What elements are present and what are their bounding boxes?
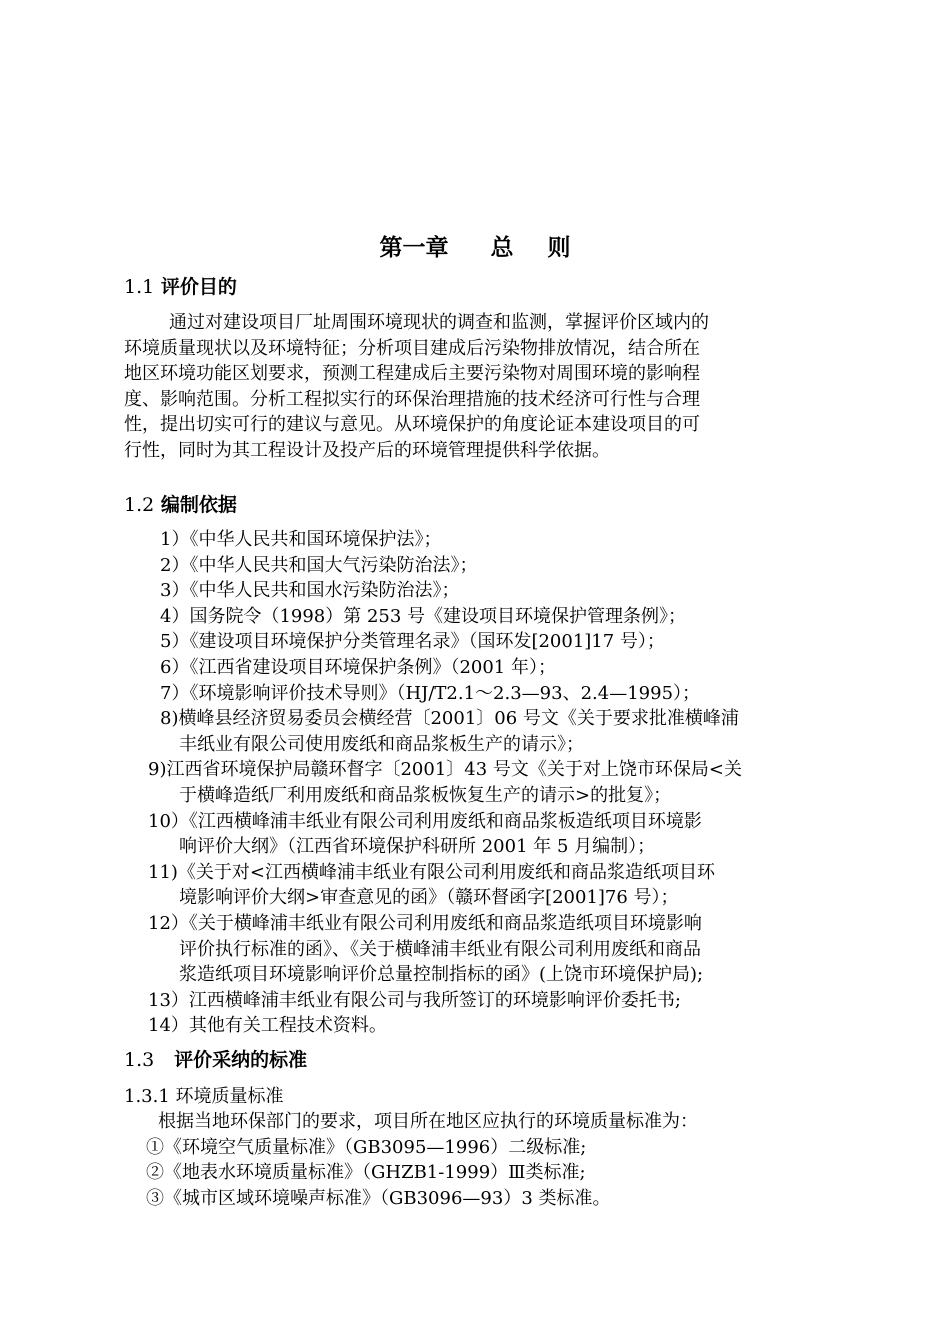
- standard-item: ③《城市区域环境噪声标准》（GB3096—93）3 类标准。: [146, 1187, 611, 1209]
- basis-item: 1）《中华人民共和国环境保护法》；: [160, 529, 442, 550]
- paragraph-line: 地区环境功能区划要求，预测工程建成后主要污染物对周围环境的影响程: [124, 363, 700, 385]
- chapter-label: 第一章: [379, 234, 449, 261]
- section-title: 评价目的: [160, 276, 237, 298]
- basis-item: 4）国务院令（1998）第 253 号《建设项目环境保护管理条例》；: [160, 605, 687, 627]
- basis-item: 7）《环境影响评价技术导则》（HJ/T2.1～2.3—93、2.4—1995）；: [160, 682, 701, 704]
- section-heading-1-3: [124, 1047, 307, 1073]
- section-heading-1-2: [124, 492, 237, 518]
- basis-item: 5）《建设项目环境保护分类管理名录》（国环发[2001]17 号）；: [160, 631, 665, 653]
- standard-item: ①《环境空气质量标准》（GB3095—1996）二级标准;: [146, 1136, 587, 1158]
- basis-item: 6）《江西省建设项目环境保护条例》（2001 年）；: [160, 657, 556, 678]
- section-heading-1-1: [124, 274, 237, 300]
- basis-item-continued: 境影响评价大纲>审查意见的函》（赣环督函字[2001]76 号）；: [179, 887, 679, 909]
- basis-item: 14）其他有关工程技术资料。: [148, 1015, 387, 1037]
- basis-item: 2）《中华人民共和国大气污染防治法》；: [160, 554, 478, 576]
- section-number: 1.1: [124, 276, 155, 298]
- section-number: 1.2: [124, 494, 155, 516]
- basis-item: 13）江西横峰浦丰纸业有限公司与我所签订的环境影响评价委托书;: [148, 989, 681, 1011]
- basis-item: 3）《中华人民共和国水污染防治法》；: [160, 580, 460, 602]
- basis-item-continued: 评价执行标准的函》、《关于横峰浦丰纸业有限公司利用废纸和商品: [179, 938, 701, 960]
- paragraph-line: 性，提出切实可行的建议与意见。从环境保护的角度论证本建设项目的可: [124, 414, 700, 436]
- basis-item-continued: 丰纸业有限公司使用废纸和商品浆板生产的请示》；: [179, 733, 584, 755]
- chapter-title-a: 总: [490, 234, 514, 261]
- section-number: 1.3: [124, 1049, 155, 1071]
- basis-item: 9)江西省环境保护局赣环督字〔2001〕43 号文《关于对上饶市环保局<关: [148, 759, 742, 781]
- chapter-title: [0, 232, 950, 264]
- paragraph-line: 通过对建设项目厂址周围环境现状的调查和监测，掌握评价区域内的: [169, 312, 709, 333]
- chapter-title-b: 则: [547, 234, 571, 261]
- standard-item: ②《地表水环境质量标准》（GHZB1-1999）Ⅲ类标准;: [146, 1162, 586, 1184]
- paragraph-line: 行性，同时为其工程设计及投产后的环境管理提供科学依据。: [124, 440, 610, 461]
- basis-item: 12）《关于横峰浦丰纸业有限公司利用废纸和商品浆造纸项目环境影响: [148, 913, 702, 934]
- paragraph-line: 环境质量现状以及环境特征；分析项目建成后污染物排放情况，结合所在: [124, 337, 700, 359]
- basis-item-continued: 浆造纸项目环境影响评价总量控制指标的函》(上饶市环境保护局);: [179, 964, 704, 986]
- section-title: 编制依据: [160, 494, 237, 516]
- paragraph-line: 度、影响范围。分析工程拟实行的环保治理措施的技术经济可行性与合理: [124, 388, 700, 410]
- basis-item-continued: 于横峰造纸厂利用废纸和商品浆板恢复生产的请示>的批复》；: [179, 785, 672, 806]
- basis-item: 10）《江西横峰浦丰纸业有限公司利用废纸和商品浆板造纸项目环境影: [148, 810, 702, 832]
- basis-item: 11)《关于对<江西横峰浦丰纸业有限公司利用废纸和商品浆造纸项目环: [148, 861, 716, 883]
- section-title: 评价采纳的标准: [174, 1049, 308, 1071]
- standards-intro: 根据当地环保部门的要求，项目所在地区应执行的环境质量标准为：: [158, 1111, 698, 1132]
- basis-item: 8)横峰县经济贸易委员会横经营〔2001〕06 号文《关于要求批准横峰浦: [160, 708, 739, 730]
- basis-item-continued: 响评价大纲》（江西省环境保护科研所 2001 年 5 月编制）；: [179, 836, 656, 858]
- subsection-heading-1-3-1: 1.3.1 环境质量标准: [124, 1086, 284, 1107]
